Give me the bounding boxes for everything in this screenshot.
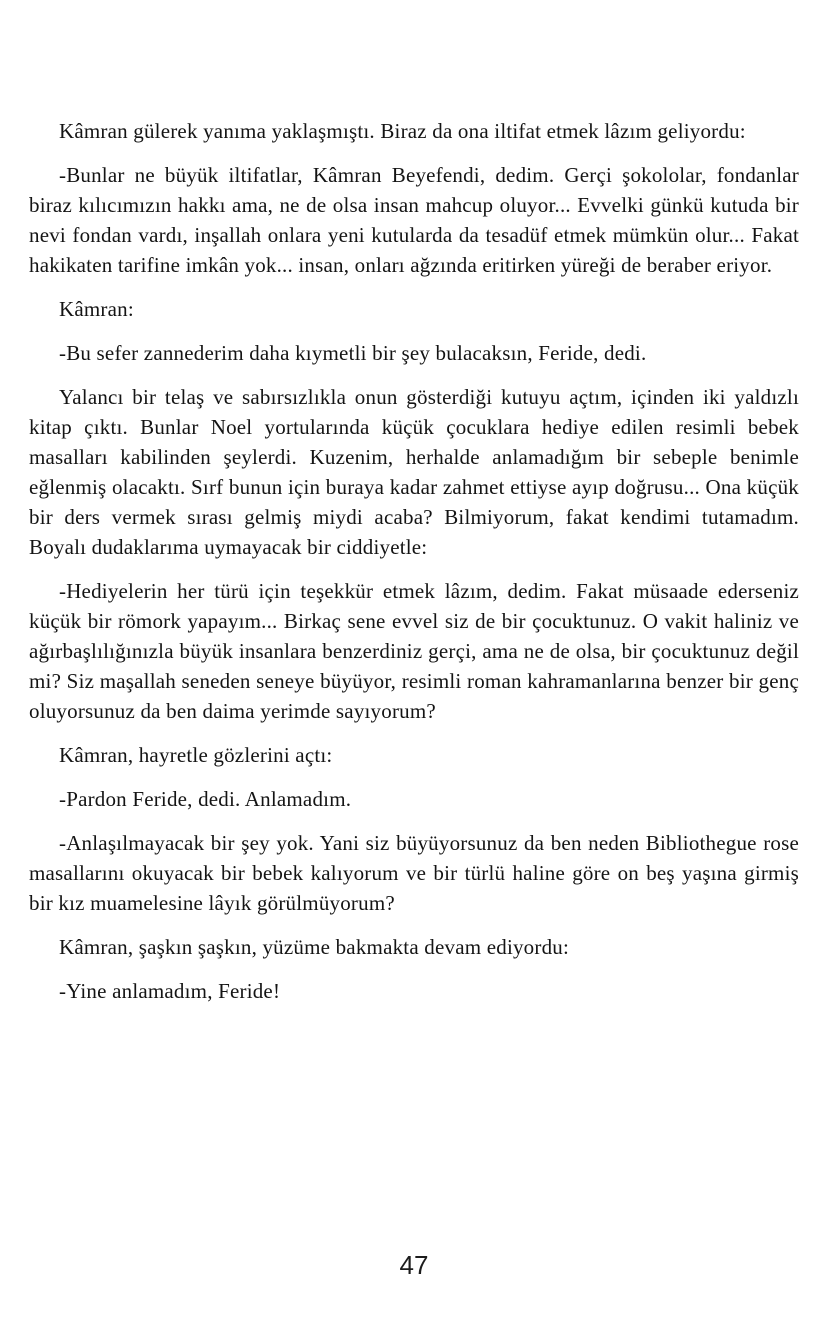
page-number: 47 <box>399 1250 429 1280</box>
body-paragraph: -Bunlar ne büyük iltifatlar, Kâmran Beyefendi, dedim. Gerçi şokololar, fondanlar biraz kılıcımızın hakkı ama, ne de olsa insan mahcup oluyor... Evvelki günkü kutuda bir nevi fondan vardı, inşallah onlara yeni kutularda da tesadüf etmek mümkün olur... Fakat hakikaten tarifine imkân yok... insan, onları ağzında eritirken yüreği de beraber eriyor. <box>29 163 799 277</box>
body-paragraph: -Hediyelerin her türü için teşekkür etmek lâzım, dedim. Fakat müsaade ederseniz küçük bir römork yapayım... Birkaç sene evvel siz de bir çocuktunuz. O vakit haliniz ve ağırbaşlılığınızla büyük insanlara benzerdiniz gerçi, ama ne de olsa, bir çocuktunuz değil mi? Siz maşallah seneden seneye büyüyor, resimli roman kahramanlarına benzer bir genç oluyorsunuz da ben daima yerimde sayıyorum? <box>29 579 799 723</box>
body-paragraph: -Anlaşılmayacak bir şey yok. Yani siz büyüyorsunuz da ben neden Bibliothegue rose masallarını okuyacak bir bebek kalıyorum ve bir türlü haline göre on beş yaşına girmiş bir kız muamelesine lâyık görülmüyorum? <box>29 831 799 915</box>
body-paragraph: Kâmran, şaşkın şaşkın, yüzüme bakmakta devam ediyordu: <box>59 935 570 959</box>
body-paragraph: -Bu sefer zannederim daha kıymetli bir şey bulacaksın, Feride, dedi. <box>59 341 647 365</box>
body-paragraph: Kâmran gülerek yanıma yaklaşmıştı. Biraz da ona iltifat etmek lâzım geliyordu: <box>59 119 746 143</box>
body-paragraph: Kâmran, hayretle gözlerini açtı: <box>59 743 333 767</box>
page-footer <box>0 1250 828 1281</box>
body-paragraph: Kâmran: <box>59 297 134 321</box>
body-paragraph: Yalancı bir telaş ve sabırsızlıkla onun gösterdiği kutuyu açtım, içinden iki yaldızlı kitap çıktı. Bunlar Noel yortularında küçük çocuklara hediye edilen resimli bebek masalları kabilinden şeylerdi. Kuzenim, herhalde anlamadığım bir sebeple benimle eğlenmiş olacaktı. Sırf bunun için buraya kadar zahmet ettiyse ayıp doğrusu... Ona küçük bir ders vermek sırası gelmiş miydi acaba? Bilmiyorum, fakat kendimi tutamadım. Boyalı dudaklarıma uymayacak bir ciddiyetle: <box>29 385 799 559</box>
text-block <box>29 116 799 1020</box>
body-paragraph: -Yine anlamadım, Feride! <box>59 979 281 1003</box>
body-paragraph: -Pardon Feride, dedi. Anlamadım. <box>59 787 352 811</box>
